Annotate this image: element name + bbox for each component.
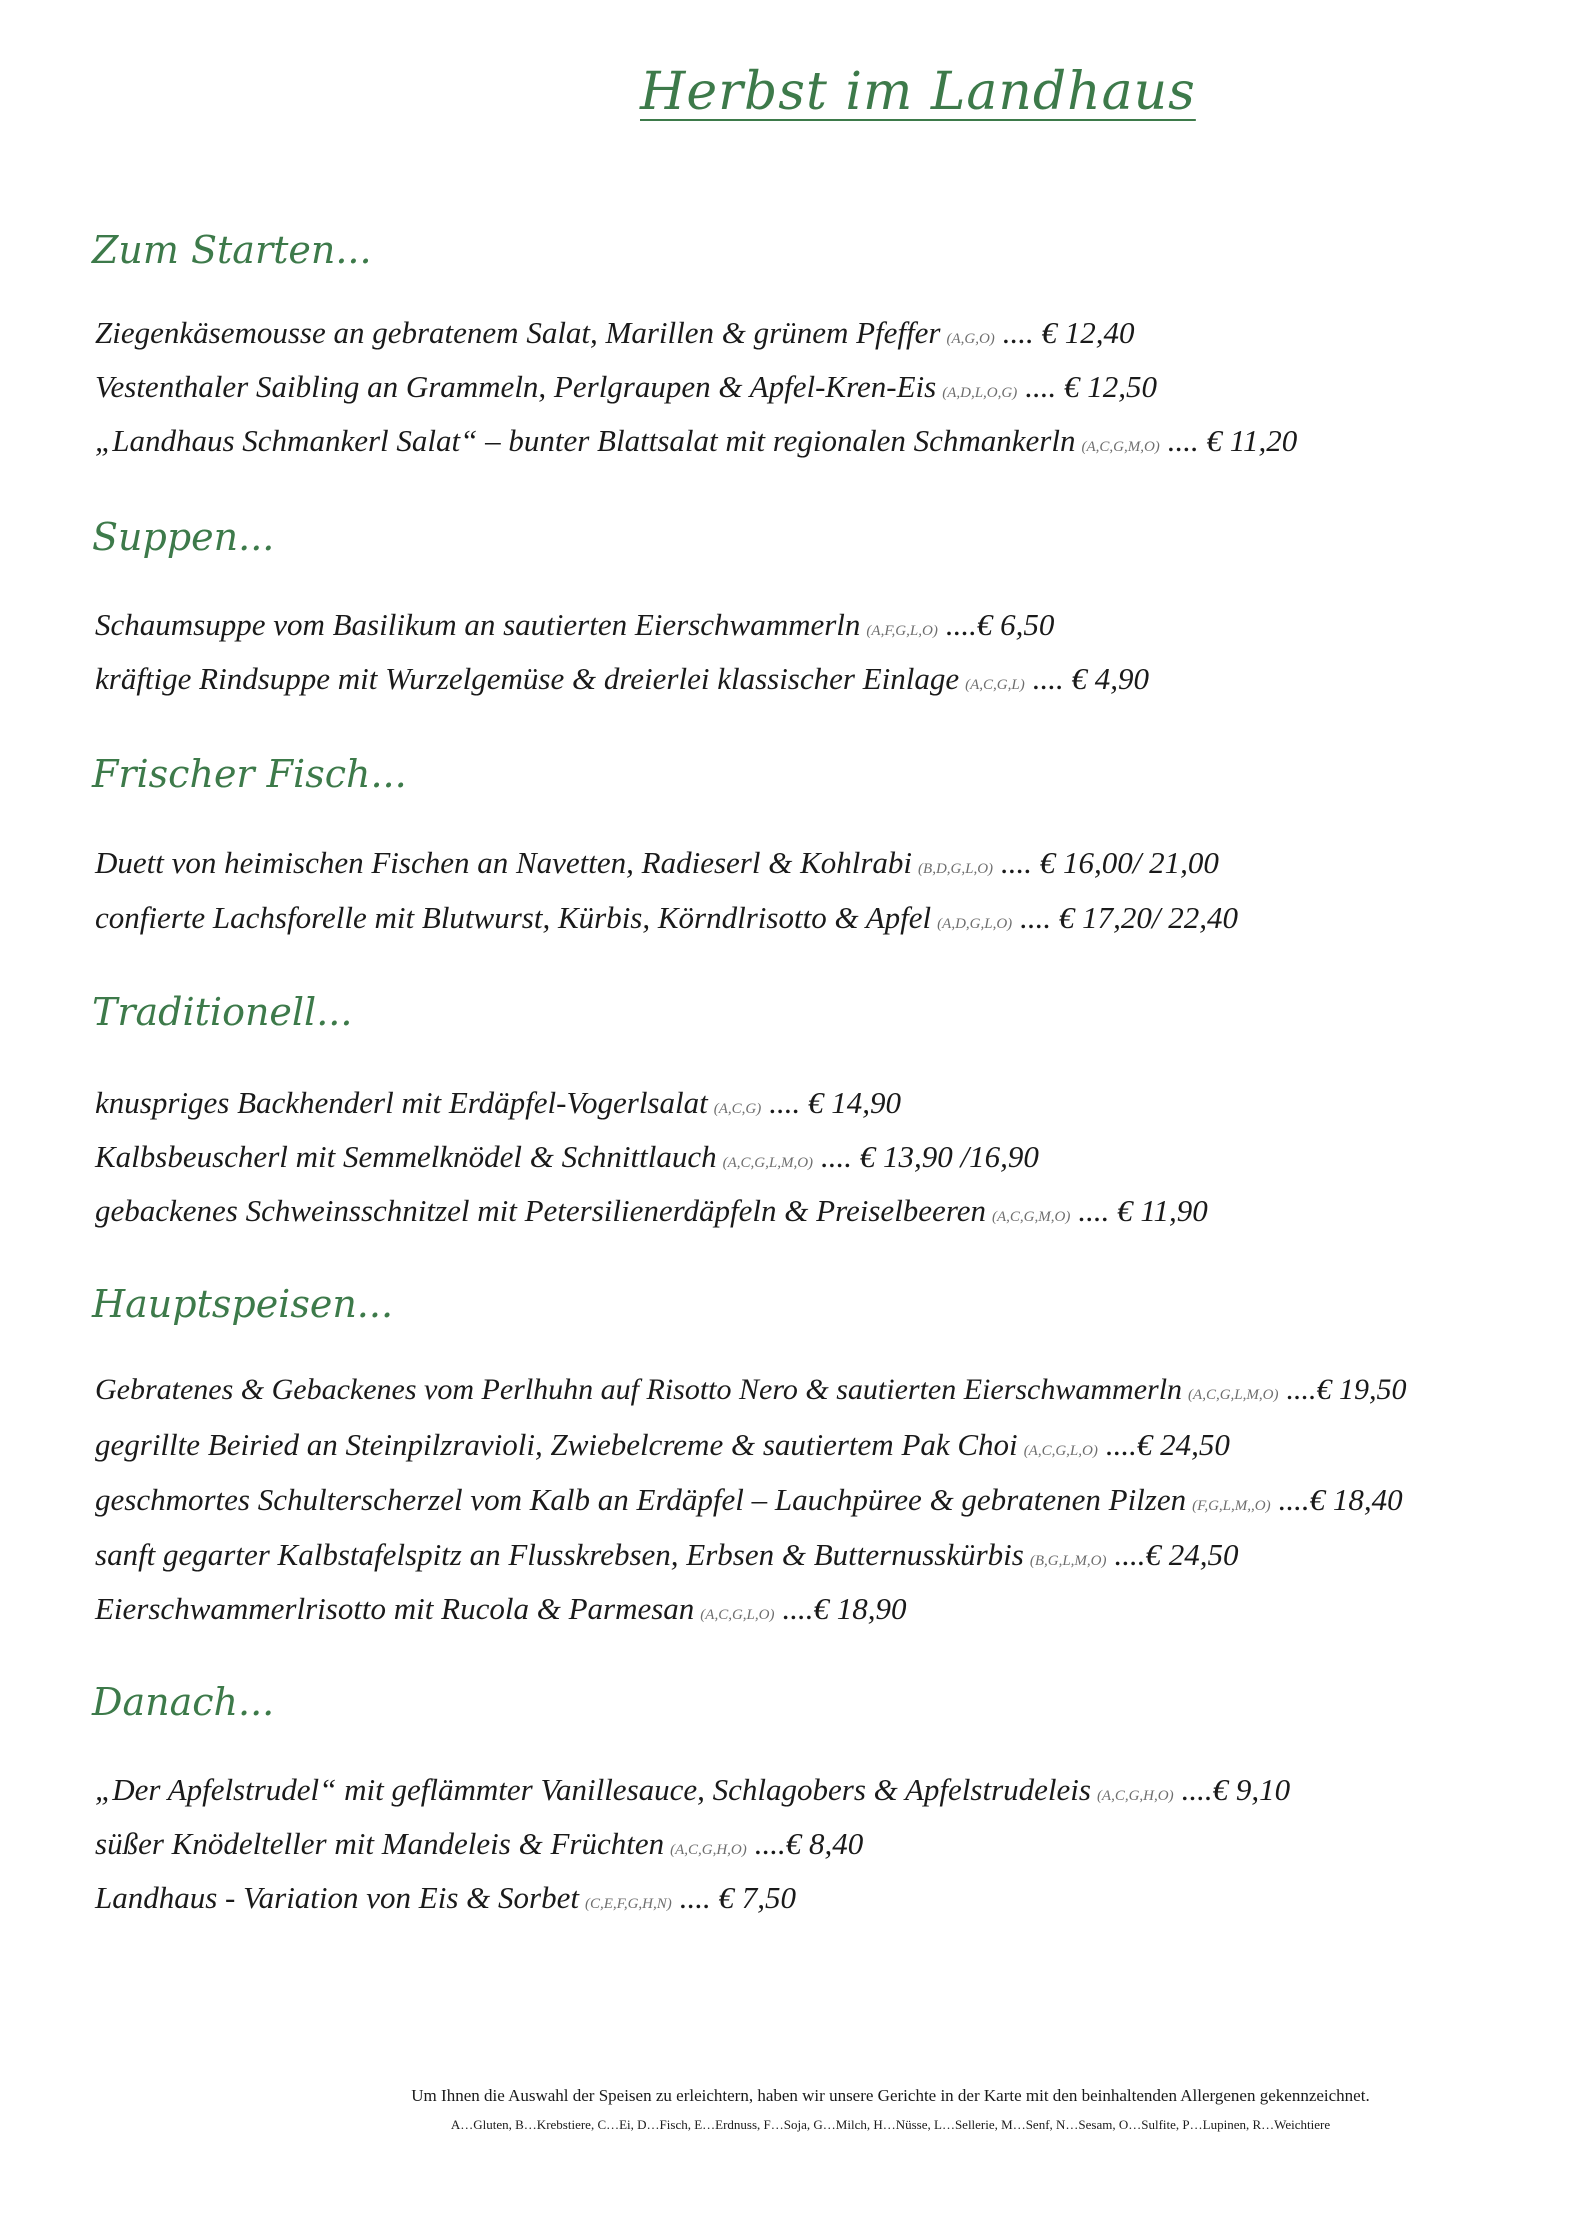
item-text: confierte Lachsforelle mit Blutwurst, Kürbis, Körndlrisotto & Apfel (95, 900, 932, 935)
item-text: Vestenthaler Saibling an Grammeln, Perlgraupen & Apfel-Kren-Eis (95, 369, 937, 404)
menu-item (95, 1591, 906, 1627)
allergen-codes: (A,G,O) (946, 331, 995, 347)
allergen-codes: (F,G,L,M,,O) (1192, 1498, 1271, 1514)
menu-item (95, 1139, 1039, 1175)
item-price: .... € 14,90 (769, 1085, 901, 1120)
item-text: Landhaus - Variation von Eis & Sorbet (95, 1880, 579, 1915)
menu-item (95, 1085, 901, 1121)
menu-item (95, 1826, 863, 1862)
allergen-codes: (C,E,F,G,H,N) (584, 1896, 672, 1912)
menu-item (95, 607, 1054, 643)
menu-item (95, 845, 1219, 881)
item-price: .... € 11,90 (1078, 1193, 1208, 1228)
menu-item (95, 1880, 796, 1916)
item-text: süßer Knödelteller mit Mandeleis & Früchten (95, 1826, 665, 1861)
allergen-codes: (B,G,L,M,O) (1029, 1553, 1107, 1569)
menu-item (95, 1482, 1403, 1518)
item-price: .... € 7,50 (679, 1880, 797, 1915)
allergen-codes: (A,C,G,L,M,O) (1188, 1387, 1279, 1403)
item-price: ....€ 19,50 (1286, 1373, 1407, 1406)
item-price: .... € 12,40 (1002, 315, 1135, 350)
allergen-codes: (A,C,G,M,O) (1081, 439, 1160, 455)
allergen-codes: (A,C,G,L,O) (1023, 1443, 1098, 1459)
menu-item (95, 315, 1135, 351)
allergen-codes: (A,C,G,H,O) (670, 1842, 747, 1858)
item-text: Duett von heimischen Fischen an Navetten, Radieserl & Kohlrabi (95, 845, 913, 880)
section-heading-desserts: Danach... (92, 1680, 275, 1724)
allergen-codes: (A,C,G,L) (965, 677, 1025, 693)
item-price: .... € 4,90 (1032, 661, 1149, 696)
allergen-note: Um Ihnen die Auswahl der Speisen zu erleichtern, haben wir unsere Gerichte in der Karte mit den beinhaltenden Allergenen gekennzeichnet. (411, 2086, 1370, 2105)
item-price: ....€ 18,90 (782, 1591, 907, 1626)
item-text: Gebratenes & Gebackenes vom Perlhuhn auf Risotto Nero & sautierten Eierschwammerln (95, 1373, 1183, 1406)
menu-item (95, 1537, 1239, 1573)
menu-item (95, 423, 1297, 459)
item-text: „Landhaus Schmankerl Salat“ – bunter Blattsalat mit regionalen Schmankerln (95, 423, 1076, 458)
allergen-codes: (A,C,G,L,M,O) (722, 1155, 814, 1171)
allergen-codes: (A,C,G) (713, 1101, 762, 1117)
item-text: knuspriges Backhenderl mit Erdäpfel-Vogerlsalat (95, 1085, 708, 1120)
item-price: ....€ 8,40 (754, 1826, 864, 1861)
item-text: gegrillte Beiried an Steinpilzravioli, Zwiebelcreme & sautiertem Pak Choi (95, 1427, 1018, 1462)
menu-title: Herbst im Landhaus (640, 62, 1196, 122)
item-text: „Der Apfelstrudel“ mit geflämmter Vanillesauce, Schlagobers & Apfelstrudeleis (95, 1772, 1091, 1807)
menu-item (95, 900, 1238, 936)
menu-item (95, 1772, 1290, 1808)
item-text: Ziegenkäsemousse an gebratenem Salat, Marillen & grünem Pfeffer (95, 315, 941, 350)
item-text: sanft gegarter Kalbstafelspitz an Flusskrebsen, Erbsen & Butternusskürbis (95, 1537, 1024, 1572)
section-heading-mains: Hauptspeisen... (92, 1282, 394, 1326)
menu-item (95, 1193, 1208, 1229)
allergen-codes: (A,D,L,O,G) (942, 385, 1018, 401)
item-price: ....€ 6,50 (945, 607, 1055, 642)
item-price: .... € 13,90 /16,90 (821, 1139, 1039, 1174)
item-text: kräftige Rindsuppe mit Wurzelgemüse & dreierlei klassischer Einlage (95, 661, 960, 696)
item-text: Kalbsbeuscherl mit Semmelknödel & Schnittlauch (95, 1139, 717, 1174)
allergen-codes: (B,D,G,L,O) (918, 861, 994, 877)
allergen-codes: (A,C,G,L,O) (700, 1607, 775, 1623)
allergen-codes: (A,F,G,L,O) (866, 623, 938, 639)
menu-item (95, 661, 1149, 697)
item-text: Schaumsuppe vom Basilikum an sautierten Eierschwammerln (95, 607, 861, 642)
section-heading-soups: Suppen... (92, 515, 275, 559)
item-text: geschmortes Schulterscherzel vom Kalb an Erdäpfel – Lauchpüree & gebratenen Pilzen (95, 1482, 1187, 1517)
section-heading-traditional: Traditionell... (92, 990, 353, 1034)
item-price: .... € 11,20 (1167, 423, 1298, 458)
menu-item (95, 369, 1157, 405)
item-price: .... € 12,50 (1025, 369, 1157, 404)
allergen-codes: (A,D,G,L,O) (937, 916, 1013, 932)
allergen-codes: (A,C,G,M,O) (992, 1209, 1071, 1225)
section-heading-fish: Frischer Fisch... (92, 752, 407, 796)
item-price: ....€ 9,10 (1181, 1772, 1291, 1807)
menu-item (95, 1427, 1230, 1463)
item-price: ....€ 24,50 (1105, 1427, 1230, 1462)
allergen-codes: (A,C,G,H,O) (1096, 1788, 1174, 1804)
item-text: Eierschwammerlrisotto mit Rucola & Parmesan (95, 1591, 695, 1626)
item-text: gebackenes Schweinsschnitzel mit Petersilienerdäpfeln & Preiselbeeren (95, 1193, 986, 1228)
allergen-legend: A…Gluten, B…Krebstiere, C…Ei, D…Fisch, E…Erdnuss, F…Soja, G…Milch, H…Nüsse, L…Sellerie, M…Senf, N…Sesam, O…Sulfite, P…Lupinen, R…Weichtiere (450, 2117, 1331, 2132)
item-price: .... € 16,00/ 21,00 (1001, 845, 1219, 880)
menu-item (95, 1373, 1406, 1407)
item-price: ....€ 18,40 (1278, 1482, 1403, 1517)
item-price: ....€ 24,50 (1114, 1537, 1239, 1572)
item-price: .... € 17,20/ 22,40 (1020, 900, 1239, 935)
section-heading-starters: Zum Starten... (92, 228, 372, 272)
